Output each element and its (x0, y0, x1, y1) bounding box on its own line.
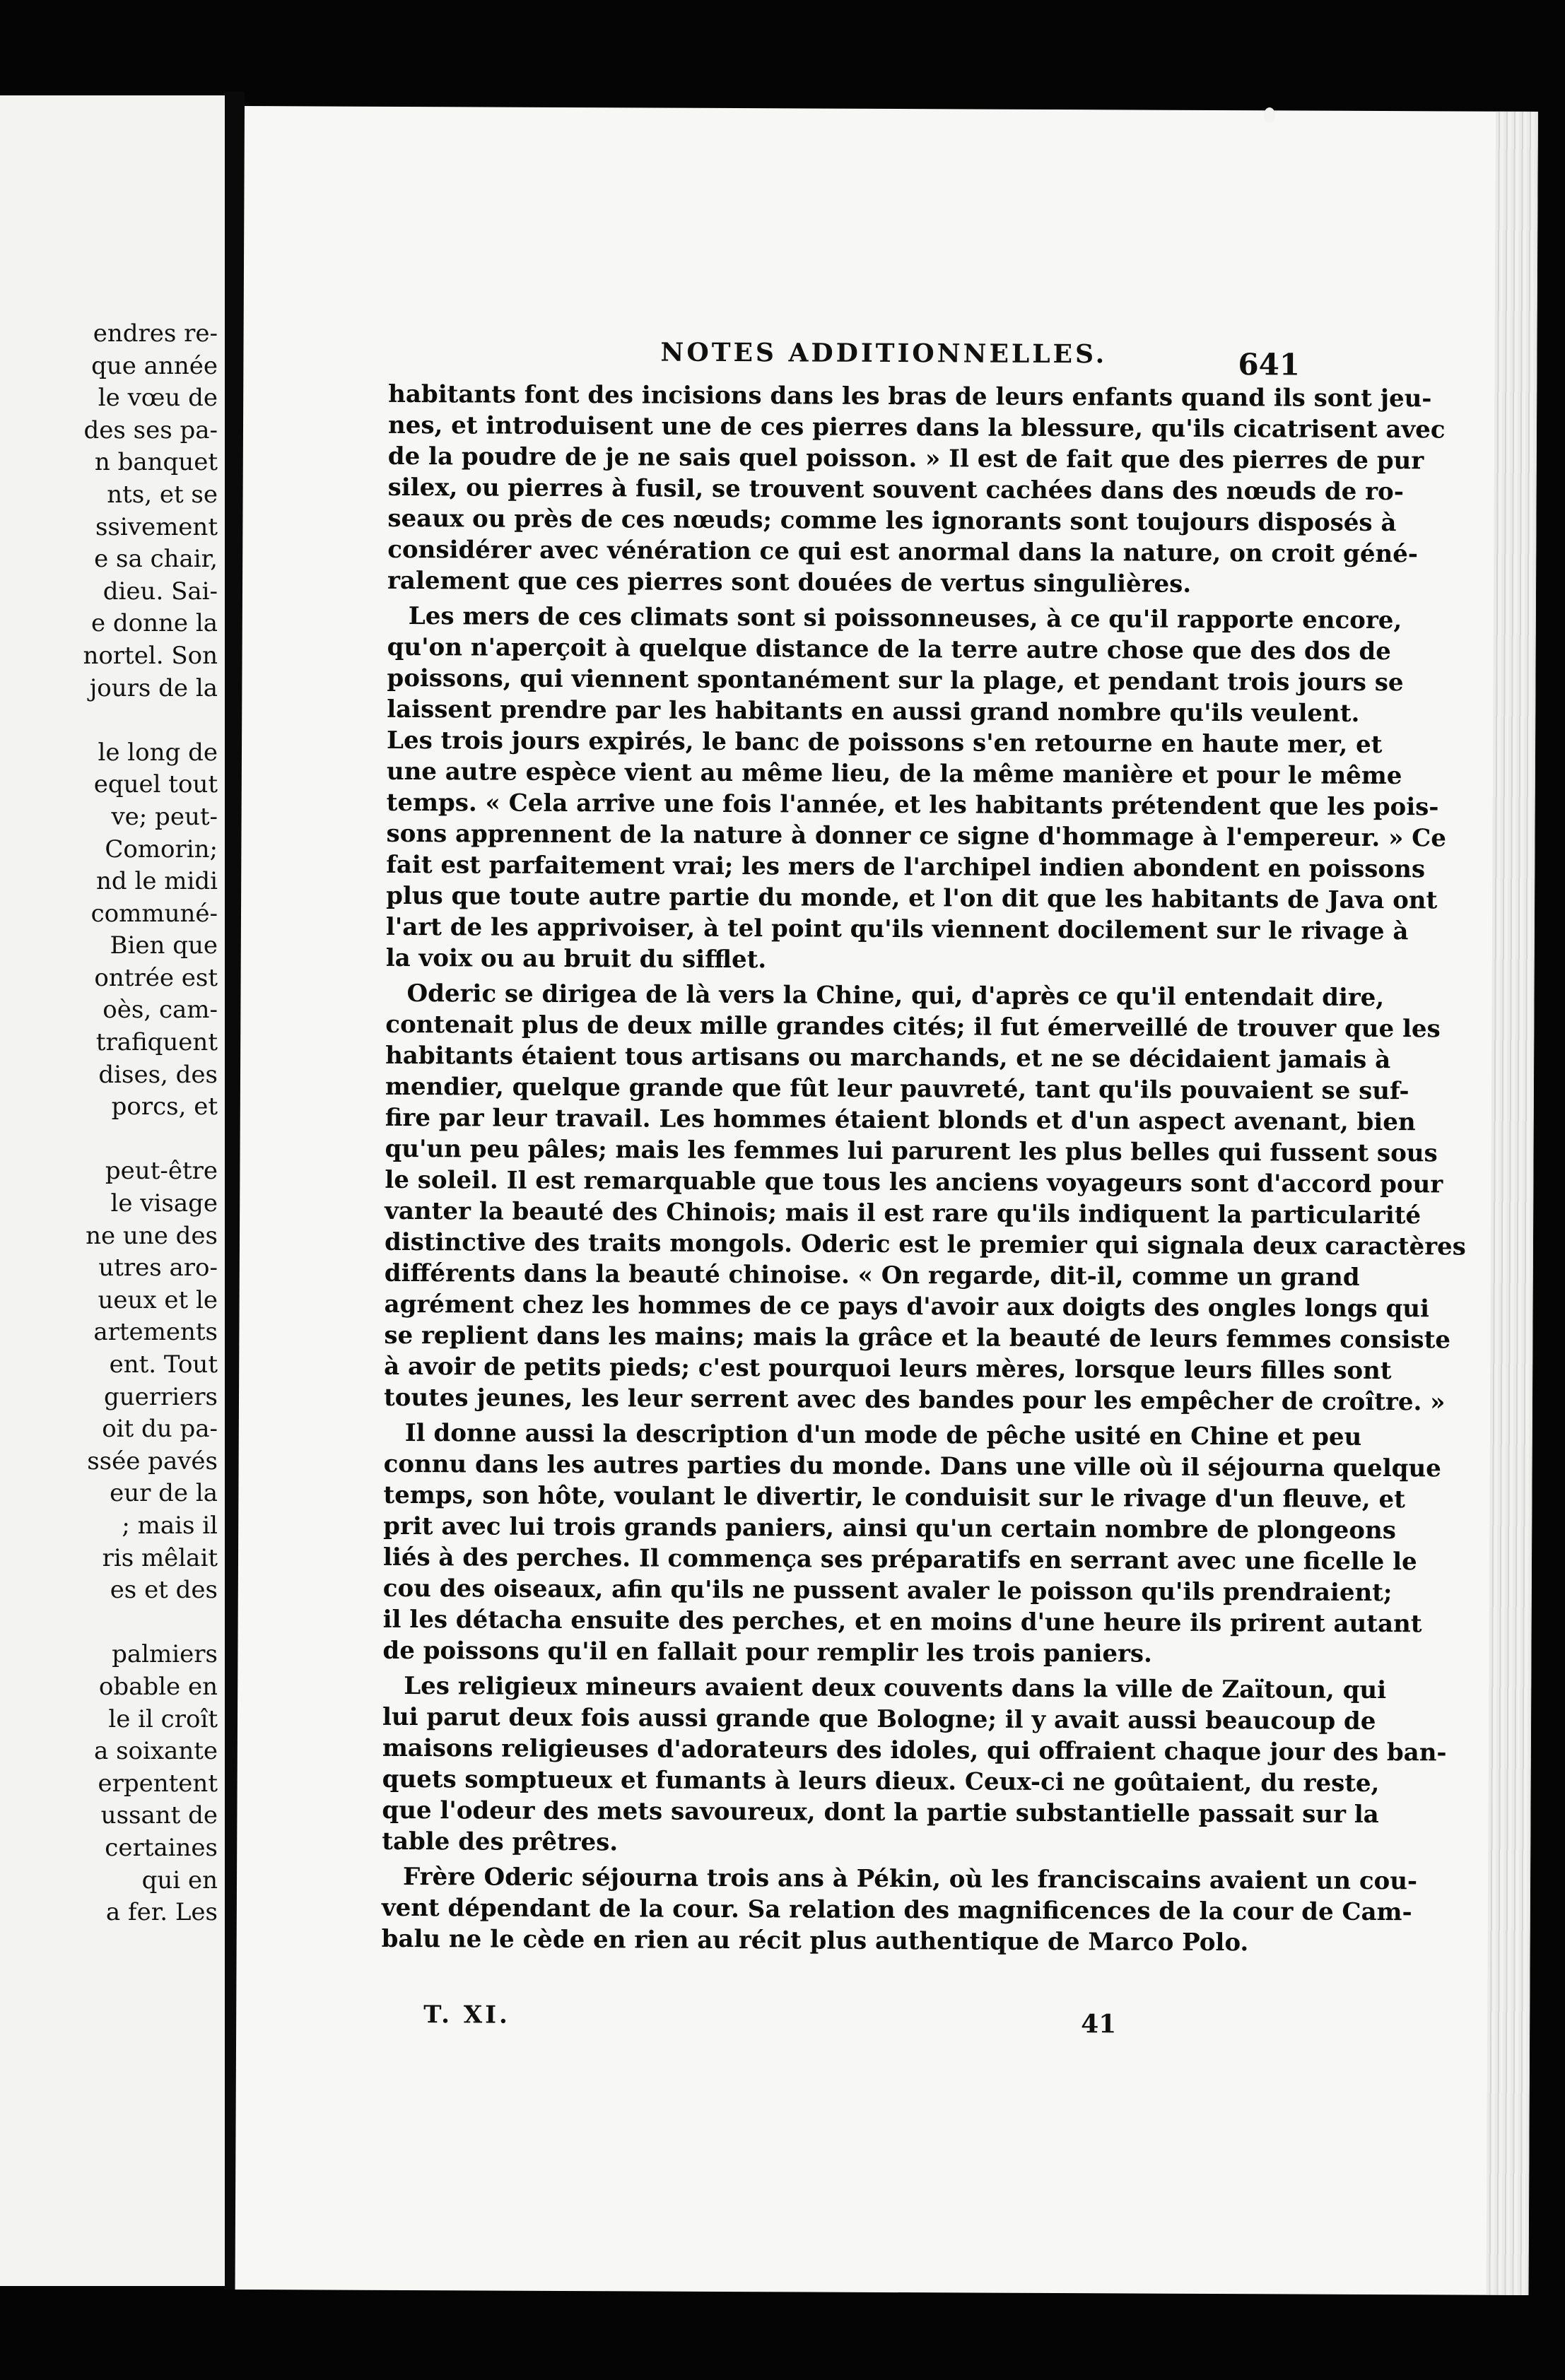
text-line: maisons religieuses d'adorateurs des idoles, qui offraient chaque jour des ban- (382, 1733, 1447, 1767)
text-line: Les religieux mineurs avaient deux couvents dans la ville de Zaïtoun, qui (404, 1672, 1387, 1705)
left-page-line: ssée pavés (87, 1447, 218, 1475)
text-line: lui parut deux fois aussi grande que Bologne; il y avait aussi beaucoup de (382, 1702, 1376, 1736)
signature-mark: T. XI. (423, 2001, 511, 2030)
left-page-line: a fer. Les (105, 1898, 218, 1927)
left-page-line: Comorin; (105, 835, 218, 864)
left-page-line: endres re- (93, 319, 218, 348)
left-page-line: porcs, et (111, 1092, 218, 1121)
left-page-line: le visage (110, 1189, 218, 1218)
left-page-line: a soixante (94, 1737, 218, 1766)
left-page-line: ontrée est (94, 963, 218, 992)
left-page-line: artements (93, 1318, 218, 1347)
text-line: mendier, quelque grande que fût leur pauvreté, tant qu'ils pouvaient se suf- (385, 1072, 1409, 1106)
left-page-line: nd le midi (95, 867, 218, 896)
text-line: toutes jeunes, les leur serrent avec des bandes pour les empêcher de croître. » (383, 1383, 1446, 1417)
text-line: quets somptueux et fumants à leurs dieux. Ceux-ci ne goûtaient, du reste, (382, 1765, 1380, 1798)
left-page-line: e sa chair, (94, 545, 218, 574)
left-page-line: es et des (110, 1576, 218, 1605)
left-page-line: obable en (98, 1672, 218, 1701)
running-head: NOTES ADDITIONNELLES. (660, 337, 1108, 370)
text-line: temps, son hôte, voulant le divertir, le conduisit sur le rivage d'un fleuve, et (383, 1480, 1405, 1514)
text-line: se replient dans les mains; mais la grâce et la beauté de leurs femmes consiste (384, 1321, 1451, 1355)
text-line: vent dépendant de la cour. Sa relation des magnificences de la cour de Cam- (381, 1893, 1412, 1927)
text-line: Les trois jours expirés, le banc de poissons s'en retourne en haute mer, et (386, 726, 1383, 760)
left-page-line: nts, et se (107, 480, 218, 509)
page-number: 641 (1238, 347, 1301, 382)
page-edge-stack (1487, 112, 1538, 2295)
left-facing-page (0, 95, 225, 2286)
left-page-line: oit du pa- (102, 1415, 218, 1444)
text-line: contenait plus de deux mille grandes cités; il fut émerveillé de trouver que les (385, 1010, 1441, 1044)
text-line: de la poudre de je ne sais quel poisson. » Il est de fait que des pierres de pur (387, 442, 1424, 476)
text-line: habitants étaient tous artisans ou marchands, et ne se décidaient jamais à (385, 1041, 1391, 1075)
left-page-line: ve; peut- (111, 802, 218, 831)
left-page-line (6, 705, 218, 737)
left-page-line: ssivement (95, 512, 218, 541)
left-page-line: le il croît (108, 1704, 218, 1733)
left-page-line: qui en (141, 1866, 218, 1895)
text-line: ralement que ces pierres sont douées de vertus singulières. (387, 566, 1192, 599)
text-line: balu ne le cède en rien au récit plus authentique de Marco Polo. (381, 1924, 1249, 1957)
text-line: le soleil. Il est remarquable que tous les anciens voyageurs sont d'accord pour (385, 1165, 1443, 1199)
text-line: qu'un peu pâles; mais les femmes lui parurent les plus belles qui fussent sous (385, 1134, 1438, 1168)
text-line: qu'on n'aperçoit à quelque distance de la terre autre chose que des dos de (387, 632, 1391, 666)
text-line: table des prêtres. (382, 1827, 619, 1857)
left-page-line: le vœu de (98, 384, 218, 413)
left-page-line: equel tout (93, 770, 218, 799)
left-page-text-fragments (6, 318, 218, 1929)
left-page-line: guerriers (104, 1382, 218, 1411)
left-page-line: dieu. Sai- (102, 577, 218, 606)
left-page-line: ueux et le (98, 1285, 218, 1314)
text-line: plus que toute autre partie du monde, et l'on dit que les habitants de Java ont (386, 881, 1438, 915)
text-line: fait est parfaitement vrai; les mers de l'archipel indien abondent en poissons (386, 850, 1426, 884)
left-page-line (6, 1607, 218, 1639)
scan-speck (1264, 107, 1275, 123)
text-line: habitants font des incisions dans les bras de leurs enfants quand ils sont jeu- (388, 379, 1432, 413)
left-page-line: Bien que (110, 931, 218, 960)
text-line: de poissons qu'il en fallait pour remplir les trois paniers. (382, 1636, 1153, 1668)
text-line: silex, ou pierres à fusil, se trouvent souvent cachées dans des nœuds de ro- (387, 473, 1404, 507)
text-line: Les mers de ces climats sont si poissonneuses, à ce qu'il rapporte encore, (408, 602, 1402, 635)
left-page-line: ent. Tout (109, 1350, 218, 1379)
left-page-line: dises, des (98, 1060, 218, 1089)
left-page-line: palmiers (112, 1640, 218, 1669)
text-line: différents dans la beauté chinoise. « On regarde, dit-il, comme un grand (384, 1259, 1360, 1292)
text-line: Il donne aussi la description d'un mode de pêche usité en Chine et peu (404, 1419, 1362, 1451)
text-line: cou des oiseaux, afin qu'ils ne pussent avaler le poisson qu'ils prendraient; (382, 1574, 1393, 1608)
text-line: il les détacha ensuite des perches, et en moins d'une heure ils prirent autant (382, 1605, 1422, 1639)
body-text (381, 379, 1466, 1959)
left-page-line: des ses pa- (83, 416, 218, 444)
text-line: poissons, qui viennent spontanément sur la plage, et pendant trois jours se (387, 664, 1404, 697)
text-line: laissent prendre par les habitants en aussi grand nombre qu'ils veulent. (387, 695, 1360, 728)
left-page-line: ne une des (86, 1221, 218, 1250)
text-line: nes, et introduisent une de ces pierres dans la blessure, qu'ils cicatrisent avec (387, 411, 1446, 444)
text-line: considérer avec vénération ce qui est anormal dans la nature, on croit géné- (387, 535, 1419, 569)
left-page-line: nortel. Son (83, 641, 218, 670)
left-page-line: jours de la (89, 673, 218, 702)
text-line: connu dans les autres parties du monde. Dans une ville où il séjourna quelque (383, 1449, 1441, 1483)
left-page-line: e donne la (90, 609, 218, 638)
left-page-line: le long de (98, 738, 218, 767)
text-line: temps. « Cela arrive une fois l'année, et les habitants prétendent que les pois- (386, 788, 1439, 822)
left-page-line: ris mêlait (102, 1543, 218, 1572)
text-line: fire par leur travail. Les hommes étaient blonds et d'un aspect avenant, bien (385, 1103, 1416, 1137)
text-line: à avoir de petits pieds; c'est pourquoi leurs mères, lorsque leurs filles sont (384, 1352, 1392, 1386)
text-line: agrément chez les hommes de ce pays d'avoir aux doigts des ongles longs qui (384, 1290, 1430, 1324)
left-page-line: que année (91, 351, 218, 380)
left-page-line: utres aro- (98, 1254, 218, 1283)
text-line: une autre espèce vient au même lieu, de la même manière et pour le même (386, 757, 1402, 791)
text-line: l'art de les apprivoiser, à tel point qu'ils viennent docilement sur le rivage à (385, 912, 1409, 946)
left-page-line: trafiquent (95, 1028, 218, 1057)
text-line: la voix ou au bruit du sifflet. (385, 943, 767, 974)
text-line: seaux ou près de ces nœuds; comme les ignorants sont toujours disposés à (387, 504, 1397, 538)
left-page-line: communé- (90, 899, 218, 928)
signature-number: 41 (1081, 2009, 1117, 2039)
left-page-line: erpentent (98, 1769, 218, 1798)
text-line: sons apprennent de la nature à donner ce signe d'hommage à l'empereur. » Ce (386, 819, 1446, 853)
text-line: que l'odeur des mets savoureux, dont la partie substantielle passait sur la (382, 1796, 1379, 1830)
left-page-line: peut-être (105, 1157, 218, 1186)
left-page-line: ; mais il (122, 1511, 218, 1540)
left-page-line: certaines (105, 1833, 218, 1862)
text-line: Frère Oderic séjourna trois ans à Pékin, où les franciscains avaient un cou- (402, 1863, 1418, 1896)
text-line: prit avec lui trois grands paniers, ainsi qu'un certain nombre de plongeons (383, 1512, 1396, 1545)
left-page-line: eur de la (110, 1479, 218, 1508)
text-line: distinctive des traits mongols. Oderic est le premier qui signala deux caractères (384, 1227, 1466, 1261)
left-page-line: n banquet (94, 448, 218, 477)
text-line: vanter la beauté des Chinois; mais il est rare qu'ils indiquent la particularité (385, 1196, 1422, 1230)
text-line: liés à des perches. Il commença ses préparatifs en serrant avec une ficelle le (382, 1543, 1417, 1577)
right-page (235, 106, 1538, 2295)
text-line: Oderic se dirigea de là vers la Chine, qui, d'après ce qu'il entendait dire, (406, 979, 1385, 1013)
left-page-line: oès, cam- (102, 996, 218, 1025)
left-page-line: ussant de (100, 1801, 218, 1830)
left-page-line (6, 1124, 218, 1156)
